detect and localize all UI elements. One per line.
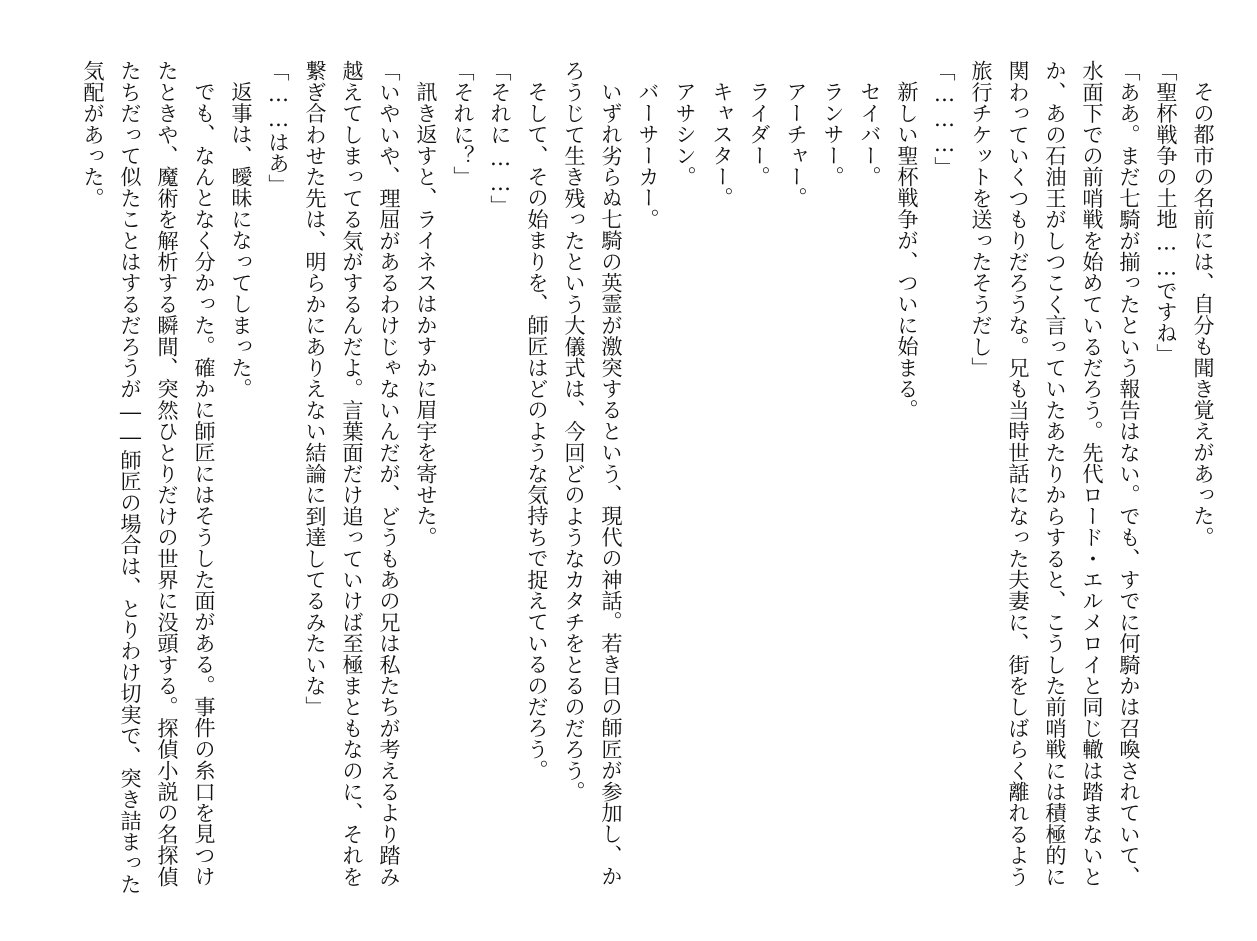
- text-column: キャスター。: [710, 81, 735, 209]
- text-column: そして、その始まりを、師匠はどのような気持ちで捉えているのだろう。: [525, 81, 550, 781]
- text-column: か、あの石油王がしつこく言っていたあたりからすると、こうした前哨戦には積極的に: [1043, 60, 1068, 887]
- text-column: 水面下での前哨戦を始めているだろう。先代ロード・エルメロイと同じ轍は踏まないと: [1080, 60, 1105, 887]
- text-column: セイバー。: [858, 81, 883, 187]
- text-column: 旅行チケットを送ったそうだし」: [969, 60, 994, 378]
- text-column: ろうじて生き残ったという大儀式は、今回どのようなカタチをとるのだろう。: [562, 60, 587, 802]
- text-column: 「……はあ」: [266, 60, 291, 195]
- text-column: 「ああ。まだ七騎が揃ったという報告はない。でも、すでに何騎かは召喚されていて、: [1117, 60, 1142, 887]
- text-column: 気配があった。: [81, 60, 106, 209]
- text-column: 越えてしまってる気がするんだよ。言葉面だけ追っていけば至極まともなのに、それを: [340, 60, 365, 887]
- text-column: 返事は、曖昧になってしまった。: [229, 81, 254, 399]
- text-column: 「聖杯戦争の土地……ですね」: [1154, 60, 1179, 365]
- text-column: たときや、魔術を解析する瞬間、突然ひとりだけの世界に没頭する。探偵小説の名探偵: [155, 60, 180, 887]
- text-column: ライダー。: [747, 81, 772, 187]
- text-column: 関わっていくつもりだろうな。兄も当時世話になった夫妻に、街をしばらく離れるよう: [1006, 60, 1031, 887]
- text-column: 「それに？」: [451, 60, 476, 188]
- text-column: でも、なんとなく分かった。確かに師匠にはそうした面がある。事件の糸口を見つけ: [192, 81, 217, 887]
- text-column: 訊き返すと、ライネスはかすかに眉宇を寄せた。: [414, 81, 439, 548]
- text-column: ランサー。: [821, 81, 846, 187]
- text-column: 繋ぎ合わせた先は、明らかにありえない結論に到達してるみたいな」: [303, 60, 328, 718]
- text-column: アサシン。: [673, 81, 698, 187]
- text-column: 新しい聖杯戦争が、ついに始まる。: [895, 81, 920, 421]
- text-column: アーチャー。: [784, 81, 809, 209]
- text-column: その都市の名前には、自分も聞き覚えがあった。: [1191, 81, 1216, 548]
- text-column: 「それに……」: [488, 60, 513, 216]
- text-column: たちだって似たことはするだろうが――師匠の場合は、とりわけ切実で、突き詰まった: [118, 60, 143, 895]
- text-column: いずれ劣らぬ七騎の英霊が激突するという、現代の神話。若き日の師匠が参加し、か: [599, 81, 624, 887]
- text-column: バーサーカー。: [636, 81, 661, 230]
- text-column: 「………」: [932, 60, 957, 178]
- text-column: 「いやいや、理屈があるわけじゃないんだが、どうもあの兄は私たちが考えるより踏み: [377, 60, 402, 887]
